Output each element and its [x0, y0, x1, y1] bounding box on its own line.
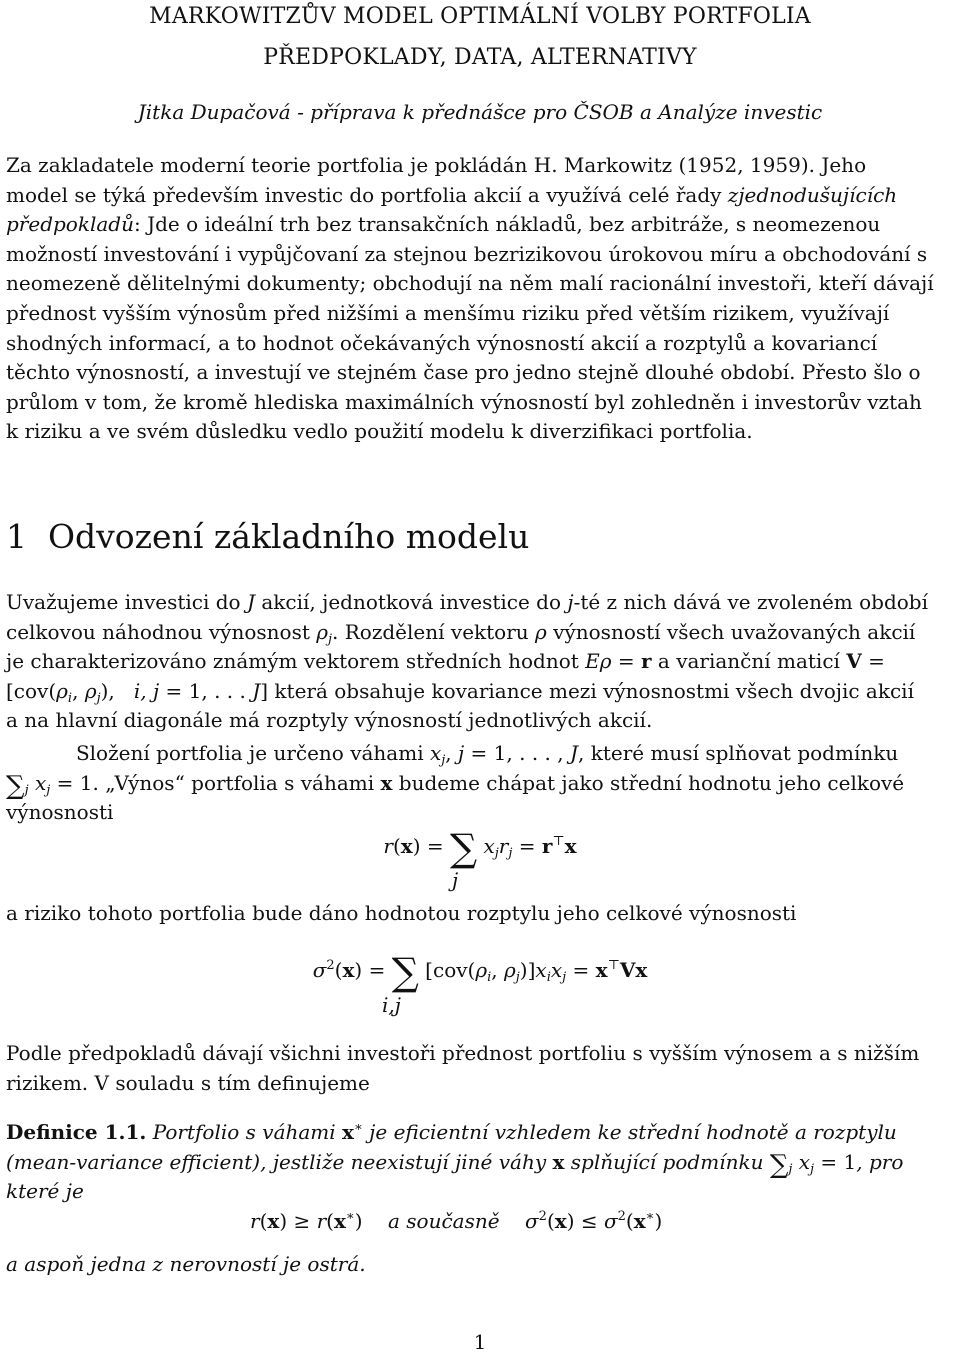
body-line: a na hlavní diagonále má rozptyly výnosností jednotlivých akcií. — [6, 708, 653, 733]
document-title-line-1: MARKOWITZŮV MODEL OPTIMÁLNÍ VOLBY PORTFOLIA — [149, 4, 811, 29]
intro-line: neomezeně dělitelnými dokumenty; obchodují na něm malí racionální investoři, kteří dávají — [6, 271, 934, 296]
equation-index: i,j — [382, 993, 401, 1017]
intro-line: shodných informací, a to hodnot očekávaných výnosností akcií a rozptylů a kovariancí — [6, 330, 878, 355]
equation-index: j — [452, 868, 459, 892]
intro-line: k riziku a ve svém důsledku vedlo použití modelu k diverzifikaci portfolia. — [6, 419, 753, 444]
page-number: 1 — [473, 1330, 487, 1354]
definition-line: Definice 1.1. Portfolio s váhami x∗ je eficientní vzhledem ke střední hodnotě a rozptylu — [6, 1120, 897, 1144]
definition-line: a aspoň jedna z nerovností je ostrá. — [6, 1252, 366, 1276]
intro-line: možností investování i vypůjčovaní za stejnou bezrizikovou úrokovou míru a obchodování s — [6, 241, 928, 266]
definition-tail — [6, 1250, 956, 1280]
equation-return: r(x) = ∑ $x_jr_j = r^⊤x$ — [383, 826, 577, 870]
body-paragraph-2 — [6, 739, 956, 828]
body-line: rizikem. V souladu s tím definujeme — [6, 1070, 370, 1095]
section-heading — [6, 517, 530, 556]
definition-block — [6, 1118, 956, 1207]
body-line: Uvažujeme investici do J akcií, jednotková investice do j-té z nich dává ve zvoleném období — [6, 590, 928, 614]
definition-label: Definice 1.1. — [6, 1120, 147, 1144]
author-line: Jitka Dupačová - příprava k přednášce pro ČSOB a Analýze investic — [137, 100, 823, 124]
body-line: Podle předpokladů dávají všichni investoři přednost portfoliu s vyšším výnosem a s nižším — [6, 1041, 920, 1065]
intro-line: průlom v tom, že kromě hlediska maximálních výnosností byl zohledněn i investorův vztah — [6, 389, 922, 414]
section-title: Odvození základního modelu — [47, 517, 530, 556]
body-paragraph-3 — [6, 899, 956, 929]
intro-paragraph — [6, 151, 956, 447]
definition-line: (mean-variance efficient), jestliže neexistují jiné váhy x splňující podmínku $\sum_j$ $x_j = 1$, pro — [6, 1149, 904, 1180]
definition-line: které je — [6, 1179, 84, 1204]
body-line: a riziko tohoto portfolia bude dáno hodnotou rozptylu jeho celkové výnosnosti — [6, 901, 797, 925]
intro-line: Za zakladatele moderní teorie portfolia je pokládán H. Markowitz (1952, 1959). Jeho — [6, 153, 867, 177]
body-paragraph-1 — [6, 588, 956, 736]
section-number: 1 — [6, 517, 27, 556]
equation-variance: $\sigma^2(x)$ = ∑ [$cov(\rho_i$, $\rho_j)]x_ix_j = x^⊤Vx$ — [312, 950, 648, 994]
intro-line: přednost vyšším výnosům před nižšími a menšímu riziku před větším rizikem, využívají — [6, 300, 890, 325]
body-line: je charakterizováno známým vektorem středních hodnot Eρ = r a varianční maticí V = — [6, 649, 885, 674]
intro-line: předpokladů: Jde o ideální trh bez transakčních nákladů, bez arbitráže, s neomezenou — [6, 212, 881, 237]
body-paragraph-4 — [6, 1039, 956, 1098]
body-line: [$cov(\rho_i$, $\rho_j$), i, j = 1, . . . J] která obsahuje kovariance mezi výnosnostmi všech dvojic akcií — [6, 678, 914, 706]
intro-line: model se týká především investic do portfolia akcií a využívá celé řady zjednodušujících — [6, 182, 898, 207]
document-title-line-2: PŘEDPOKLADY, DATA, ALTERNATIVY — [263, 45, 697, 70]
body-line: $\sum_j$ $x_j = 1$. „Výnos“ portfolia s váhami x budeme chápat jako střední hodnotu jeho celkové — [6, 770, 905, 801]
equation-condition: r(x) ≥ r(x∗) a současně $\sigma^2(x) \le \sigma^2(x^∗)$ — [250, 1209, 663, 1233]
intro-line: těchto výnosností, a investují ve stejném čase pro jedno stejně dlouhé období. Přesto šlo o — [6, 360, 921, 385]
body-line: výnosnosti — [6, 800, 114, 825]
body-line: Složení portfolia je určeno váhami $x_j$, j = 1, . . . , J, které musí splňovat podmínku — [75, 741, 899, 768]
body-line: celkovou náhodnou výnosnost $\rho_j$. Rozdělení vektoru ρ výnosností všech uvažovaných akcií — [6, 619, 916, 647]
